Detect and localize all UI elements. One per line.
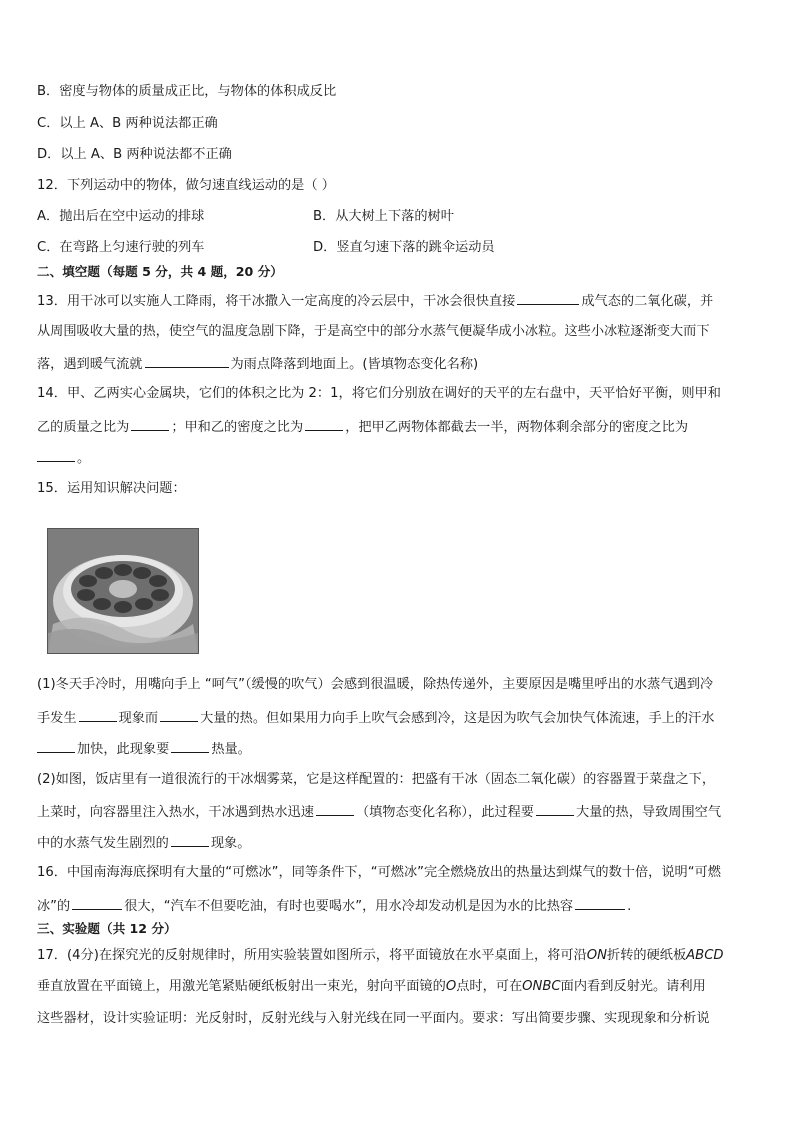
q15-p1-line-1: (1)冬天手冷时，用嘴向手上 “呵气”（缓慢的吹气）会感到很温暖，除热传递外，主要原因是嘴里呼出的水蒸气遇到冷: [37, 677, 714, 692]
q15-p1-text-2c: 大量的热。但如果用力向手上吹气会感到冷，这是因为吹气会加快气体流速，手上的汗水: [200, 711, 715, 726]
q17-text-1b: 折转的硬纸板: [607, 948, 687, 963]
q14-text-2c: ，把甲乙两物体都截去一半，两物体剩余部分的密度之比为: [345, 420, 689, 435]
q13-text-1b: 成气态的二氧化碳，并: [581, 294, 714, 309]
q13-text-3a: 落，遇到暖气流就: [37, 357, 143, 372]
q15-p2-text-3b: 现象。: [210, 836, 251, 851]
q15-blank-4[interactable]: [171, 739, 209, 753]
q14-text-2b: ；甲和乙的密度之比为: [171, 420, 304, 435]
dry-ice-dish-photo: [47, 528, 199, 654]
dry-ice-dish-image: [48, 529, 198, 653]
q14-text-2a: 乙的质量之比为: [37, 420, 130, 435]
q12-option-d: D．竖直匀速下落的跳伞运动员: [313, 240, 495, 255]
q15-p1-text-3a: 加快，此现象要: [77, 742, 170, 757]
q14-line-3: [37, 448, 90, 468]
q15-p2-text-2a: 上菜时，向容器里注入热水，干冰遇到热水迅速: [37, 805, 314, 820]
q15-blank-1[interactable]: [79, 708, 117, 722]
q15-p1-line-2: [37, 708, 714, 728]
q16-line-1: 16．中国南海海底探明有大量的“可燃冰”，同等条件下，“可燃冰”完全燃烧放出的热量达到煤气的数十倍，说明“可燃: [37, 865, 721, 880]
q15-blank-3[interactable]: [37, 739, 75, 753]
q15-p2-text-2c: 大量的热，导致周围空气: [575, 805, 722, 820]
q17-line-3: 这些器材，设计实验证明：光反射时，反射光线与入射光线在同一平面内。要求：写出简要步骤、实现现象和分析说: [37, 1011, 710, 1026]
q16-line-2: [37, 896, 631, 916]
q14-text-3-end: 。: [77, 451, 91, 466]
q13-line-1: [37, 291, 713, 311]
q16-blank-2[interactable]: [575, 896, 625, 910]
section2-heading: 二、填空题（每题 5 分，共 4 题，20 分）: [37, 264, 283, 279]
q15-p1-text-2a: 手发生: [37, 711, 77, 726]
q12-options-row-1: [37, 208, 762, 226]
q17-text-2b: 点时，可在: [456, 979, 523, 994]
q16-text-2a: 冰”的: [37, 899, 71, 914]
q15-stem: 15．运用知识解决问题：: [37, 481, 186, 496]
q13-text-1a: 13．用干冰可以实施人工降雨，将干冰撒入一定高度的冷云层中，干冰会很快直接: [37, 294, 516, 309]
q13-line-2: 从周围吸收大量的热，使空气的温度急剧下降，于是高空中的部分水蒸气便凝华成小冰粒。这些小冰粒逐渐变大而下: [37, 324, 710, 339]
q17-text-2c: 面内看到反射光。请利用: [560, 979, 706, 994]
section3-heading: 三、实验题（共 12 分）: [37, 921, 177, 936]
q13-blank-1[interactable]: [517, 291, 579, 305]
q15-p2-line-1: (2)如图，饭店里有一道很流行的干冰烟雾菜，它是这样配置的：把盛有干冰（固态二氧化碳）的容器置于菜盘之下，: [37, 772, 716, 787]
q12-options-row-2: [37, 239, 762, 257]
q17-line-2: [37, 978, 706, 996]
q14-line-1: 14．甲、乙两实心金属块，它们的体积之比为 2：1，将它们分别放在调好的天平的左右盘中，天平恰好平衡，则甲和: [37, 386, 721, 401]
q15-blank-7[interactable]: [171, 833, 209, 847]
q13-text-3b: 为雨点降落到地面上。(皆填物态变化名称): [230, 357, 479, 372]
q13-line-3: [37, 354, 478, 374]
q17-text-1a: 17．(4分)在探究光的反射规律时，所用实验装置如图所示，将平面镜放在水平桌面上，将可沿: [37, 948, 587, 963]
q17-line-1: [37, 947, 724, 965]
q12-option-b: B．从大树上下落的树叶: [313, 209, 454, 224]
q15-p2-line-3: [37, 833, 250, 853]
q17-label-abcd: ABCD: [686, 948, 724, 963]
q16-blank-1[interactable]: [72, 896, 122, 910]
q16-text-2b: 很大，“汽车不但要吃油，有时也要喝水”，用水冷却发动机是因为水的比热容: [124, 899, 574, 914]
q12-option-c: C．在弯路上匀速行驶的列车: [37, 240, 205, 255]
q14-line-2: [37, 417, 688, 437]
q12-stem: 12．下列运动中的物体，做匀速直线运动的是（ ）: [37, 178, 335, 193]
q14-blank-3[interactable]: [37, 448, 75, 462]
q14-blank-1[interactable]: [131, 417, 169, 431]
q16-text-2c: .: [627, 899, 632, 914]
q12-option-a: A．抛出后在空中运动的排球: [37, 209, 205, 224]
q11-option-d: D．以上 A、B 两种说法都不正确: [37, 147, 232, 162]
q15-p1-text-2b: 现象而: [118, 711, 159, 726]
q11-option-b: B．密度与物体的质量成正比，与物体的体积成反比: [37, 84, 337, 99]
q17-label-on: ON: [586, 948, 608, 963]
q15-p2-text-3a: 中的水蒸气发生剧烈的: [37, 836, 169, 851]
q17-label-o: O: [445, 979, 457, 994]
q17-text-2a: 垂直放置在平面镜上，用激光笔紧贴硬纸板射出一束光，射向平面镜的: [37, 979, 446, 994]
q15-blank-2[interactable]: [160, 708, 198, 722]
q15-blank-6[interactable]: [536, 802, 574, 816]
q15-p1-text-3b: 热量。: [211, 742, 251, 757]
q15-p2-text-2b: （填物态变化名称），此过程要: [355, 805, 534, 820]
q11-option-c: C．以上 A、B 两种说法都正确: [37, 116, 218, 131]
q14-blank-2[interactable]: [305, 417, 343, 431]
q15-p2-line-2: [37, 802, 721, 822]
q15-blank-5[interactable]: [316, 802, 354, 816]
q15-p1-line-3: [37, 739, 251, 759]
q13-blank-2[interactable]: [145, 354, 229, 368]
q17-label-onbc: ONBC: [522, 979, 561, 994]
